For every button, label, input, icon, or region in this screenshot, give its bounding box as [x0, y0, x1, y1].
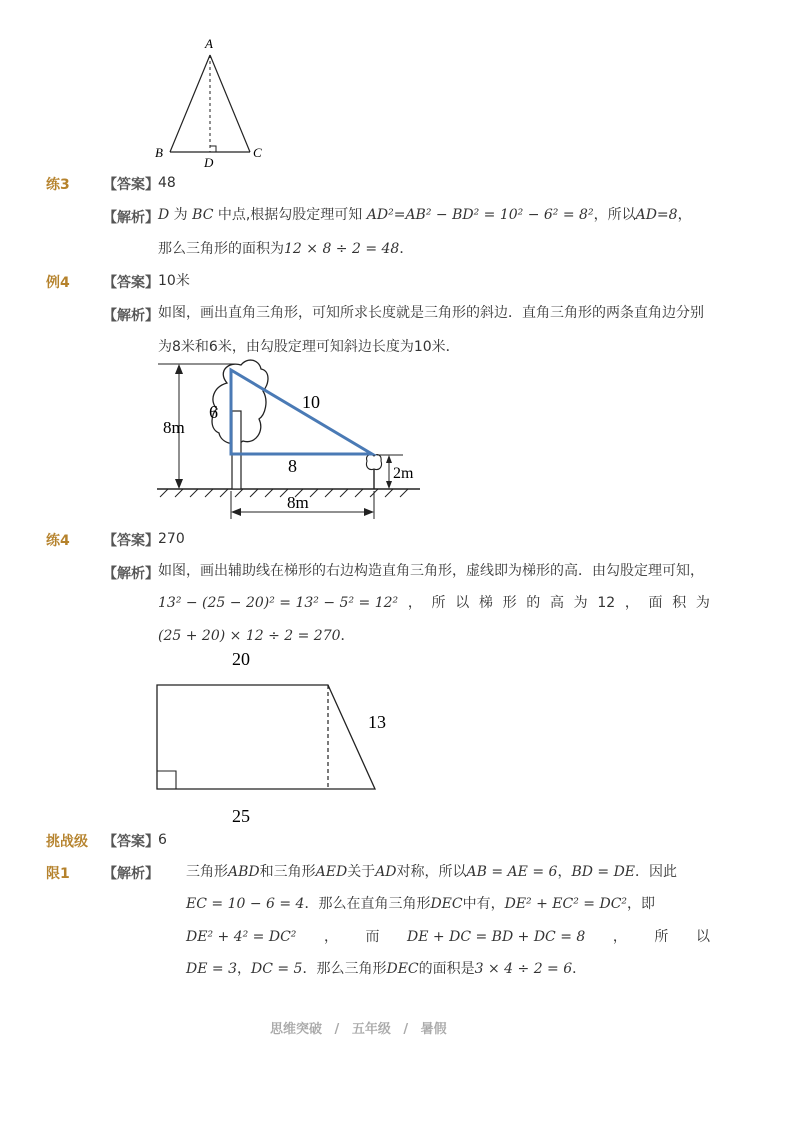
- challenge-answer: 6: [158, 832, 167, 848]
- eg4-answer-label: 【答案】: [103, 275, 159, 291]
- ex3-area-formula: 12 × 8 ÷ 2 = 48: [284, 241, 400, 257]
- limit1-text: ，: [557, 864, 572, 880]
- trapezoid-right-angle-mark: [157, 771, 176, 789]
- small-tree-crown: [366, 455, 381, 470]
- ex3-answer: 48: [158, 175, 176, 191]
- limit1-line1: [186, 862, 677, 882]
- limit1-text: ，即: [627, 896, 656, 912]
- limit1-text: 和三角形: [259, 864, 316, 880]
- trapezoid-top-label: 20: [232, 649, 250, 669]
- limit1-text: ．那么在直角三角形: [304, 896, 431, 912]
- ex3-text: ．: [399, 241, 414, 257]
- hypotenuse-label: 10: [302, 392, 320, 412]
- ex4-word: ，: [624, 595, 639, 611]
- big-tree-trunk: [232, 411, 241, 489]
- footer-book: 思维突破: [270, 1022, 323, 1037]
- limit1-triangle-dec: DEC: [430, 896, 463, 912]
- ex4-word: 所: [431, 595, 446, 611]
- limit1-text: 对称，所以: [396, 864, 467, 880]
- right-angle-mark: [210, 146, 216, 152]
- ex4-analysis-line1: 如图，画出辅助线在梯形的右边构造直角三角形，虚线即为梯形的高．由勾股定理可知，: [158, 563, 704, 579]
- footer-separator: /: [334, 1022, 340, 1037]
- ex3-ad-value: AD=8: [635, 207, 678, 223]
- limit1-text: 关于: [347, 864, 376, 880]
- ex4-text: ．: [340, 628, 355, 644]
- limit1-formula: BD = DE: [571, 864, 636, 880]
- eg4-analysis-line1: 如图，画出直角三角形，可知所求长度就是三角形的斜边．直角三角形的两条直角边分别: [158, 305, 704, 321]
- distance-arrow-head-right: [364, 508, 374, 516]
- trapezoid-figure: [150, 645, 410, 830]
- ex3-text: 中点,根据勾股定理可知: [213, 207, 367, 223]
- limit1-text: 三角形: [186, 864, 228, 880]
- limit1-formula: 3 × 4 ÷ 2 = 6: [474, 961, 573, 977]
- tree-figure: [155, 357, 445, 527]
- trapezoid-bottom-label: 25: [232, 806, 250, 826]
- limit1-formula: DE = 3: [186, 961, 237, 977]
- ex4-word: 形: [502, 595, 517, 611]
- ex4-answer-label: 【答案】: [103, 533, 159, 549]
- limit1-line2: [186, 894, 655, 914]
- ex4-word: ，: [407, 595, 422, 611]
- small-arrow-head-top: [386, 455, 392, 463]
- horizontal-leg-label: 8: [288, 456, 297, 476]
- ex3-analysis-line2: [158, 239, 413, 259]
- ground-hatching: [160, 489, 408, 497]
- vertex-label-c: C: [253, 145, 262, 160]
- left-arrow-head-bottom: [175, 479, 183, 489]
- limit1-text: 中有，: [462, 896, 505, 912]
- left-arrow-head-top: [175, 364, 183, 374]
- ex4-answer: 270: [158, 531, 185, 547]
- ex3-tag: 练3: [46, 177, 70, 193]
- ex3-answer-label: 【答案】: [103, 177, 159, 193]
- distance-label: 8m: [287, 493, 309, 512]
- limit1-analysis-label: 【解析】: [103, 866, 159, 882]
- eg4-answer: 10米: [158, 273, 190, 289]
- limit1-formula: DE + DC = BD + DC = 8: [407, 929, 586, 945]
- limit1-line-ad: AD: [375, 864, 397, 880]
- footer-grade: 五年级: [351, 1022, 391, 1037]
- footer-separator: /: [403, 1022, 409, 1037]
- vertex-label-b: B: [155, 145, 163, 160]
- ex4-word: 12: [597, 595, 616, 611]
- ex3-text: 那么三角形的面积为: [158, 241, 284, 257]
- challenge-tag: 挑战级: [46, 834, 88, 850]
- ex4-word: 以: [455, 595, 470, 611]
- ex4-area-formula: (25 + 20) × 12 ÷ 2 = 270: [158, 628, 341, 644]
- limit1-triangle-abd: ABD: [228, 864, 260, 880]
- ex4-analysis-line2: [158, 593, 710, 613]
- ex3-pythagoras-formula: AD²=AB² − BD² = 10² − 6² = 8²: [366, 207, 594, 223]
- limit1-formula: AB = AE = 6: [466, 864, 558, 880]
- limit1-triangle-aed: AED: [315, 864, 348, 880]
- ex4-word: 高: [549, 595, 564, 611]
- ex4-word: 为: [695, 595, 710, 611]
- vertex-label-a: A: [205, 36, 213, 51]
- left-height-label: 8m: [163, 418, 185, 437]
- limit1-line4: [186, 959, 586, 979]
- ex4-tag: 练4: [46, 533, 70, 549]
- limit1-formula: DC = 5: [250, 961, 303, 977]
- ex3-text: 为: [169, 207, 193, 223]
- vertex-label-d: D: [204, 155, 214, 170]
- ex3-analysis-line1: [158, 205, 692, 225]
- distance-arrow-head-left: [231, 508, 241, 516]
- triangle-side-ab: [170, 55, 210, 152]
- ex4-word: 积: [672, 595, 687, 611]
- ex4-word: 为: [573, 595, 588, 611]
- limit1-text: 的面积是: [418, 961, 475, 977]
- limit1-text: ．: [572, 961, 587, 977]
- ex4-word: 梯: [478, 595, 493, 611]
- vertical-leg-label: 6: [209, 402, 218, 422]
- ex4-word: 面: [648, 595, 663, 611]
- ex4-analysis-label: 【解析】: [103, 566, 159, 582]
- triangle-figure: [150, 35, 280, 170]
- ex3-text: ，所以: [593, 207, 636, 223]
- limit1-formula: DE² + EC² = DC²: [504, 896, 628, 912]
- ex3-analysis-label: 【解析】: [103, 210, 159, 226]
- trapezoid-side-label: 13: [368, 712, 386, 732]
- limit1-text: 以: [695, 929, 710, 945]
- challenge-answer-label: 【答案】: [103, 834, 159, 850]
- eg4-tag: 例4: [46, 275, 70, 291]
- triangle-side-ac: [210, 55, 250, 152]
- limit1-line3: [186, 927, 710, 947]
- limit1-text: 所: [654, 929, 669, 945]
- small-arrow-head-bottom: [386, 481, 392, 489]
- limit1-text: ，: [612, 929, 627, 945]
- limit1-text: ．那么三角形: [302, 961, 387, 977]
- footer-term: 暑假: [420, 1022, 447, 1037]
- limit1-text: ．因此: [635, 864, 678, 880]
- ex3-point-d: D: [158, 207, 170, 223]
- limit1-tag: 限1: [46, 866, 70, 882]
- small-height-label: 2m: [393, 465, 414, 482]
- limit1-text: 而: [365, 929, 380, 945]
- ex3-segment-bc: BC: [192, 207, 214, 223]
- ex4-word: 的: [526, 595, 541, 611]
- page-footer: [270, 1018, 447, 1037]
- ex3-text: ，: [677, 207, 692, 223]
- limit1-formula: DE² + 4² = DC²: [186, 929, 297, 945]
- limit1-text: ，: [323, 929, 338, 945]
- ex4-analysis-line3: [158, 626, 355, 646]
- limit1-triangle-dec: DEC: [386, 961, 419, 977]
- trapezoid: [157, 685, 375, 789]
- limit1-formula: EC = 10 − 6 = 4: [186, 896, 305, 912]
- limit1-text: ，: [236, 961, 251, 977]
- eg4-analysis-line2: 为8米和6米，由勾股定理可知斜边长度为10米．: [158, 339, 460, 355]
- eg4-analysis-label: 【解析】: [103, 308, 159, 324]
- ex4-pythagoras-formula: 13² − (25 − 20)² = 13² − 5² = 12²: [158, 595, 399, 611]
